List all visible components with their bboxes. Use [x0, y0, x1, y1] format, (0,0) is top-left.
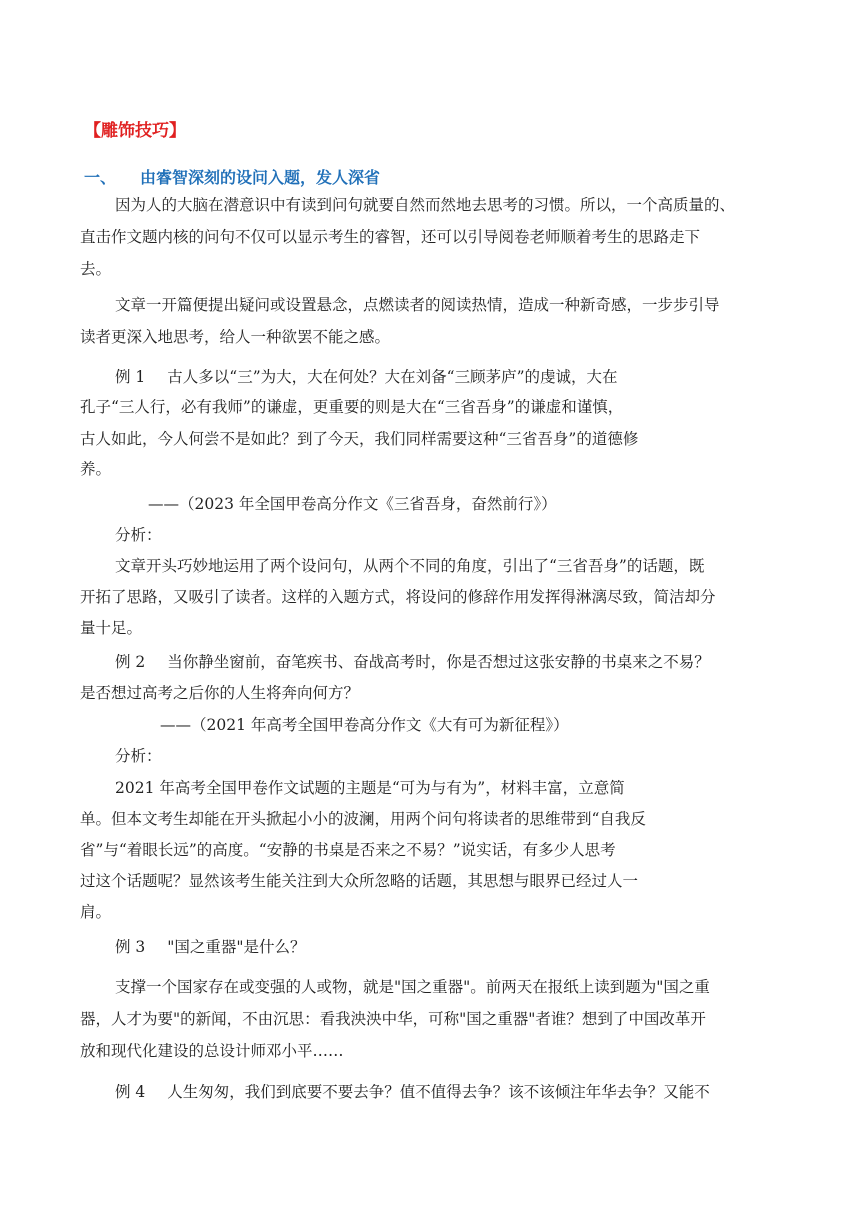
example-2-analysis-line: 单。但本文考生却能在开头掀起小小的波澜，用两个问句将读者的思维带到“自我反	[80, 810, 646, 828]
intro-line: 文章一开篇便提出疑问或设置悬念，点燃读者的阅读热情，造成一种新奇感，一步步引导	[115, 296, 720, 314]
example-1-analysis-label: 分析：	[115, 526, 162, 544]
example-1-line: 孔子“三人行，必有我师”的谦虚，更重要的则是大在“三省吾身”的谦虚和谨慎，	[80, 398, 624, 416]
example-3-line: 器，人才为要"的新闻，不由沉思：看我泱泱中华，可称"国之重器"者谁？想到了中国改革开	[80, 1010, 706, 1028]
example-1-analysis-line: 量十足。	[80, 619, 143, 637]
example-3-line: 支撑一个国家存在或变强的人或物，就是"国之重器"。前两天在报纸上读到题为"国之重	[115, 978, 710, 996]
example-4-first-line	[115, 1077, 710, 1107]
example-1-line: 养。	[80, 460, 112, 478]
example-2-analysis-label: 分析：	[115, 747, 162, 765]
example-2-first-line	[115, 647, 710, 677]
example-2-text: 当你静坐窗前，奋笔疾书、奋战高考时，你是否想过这张安静的书桌来之不易？	[167, 653, 710, 671]
example-1-label: 例 1	[115, 368, 146, 386]
example-2-analysis-line: 过这个话题呢？显然该考生能关注到大众所忽略的话题，其思想与眼界已经过人一	[80, 872, 639, 890]
intro-line: 直击作文题内核的问句不仅可以显示考生的睿智，还可以引导阅卷老师顺着考生的思路走下	[80, 228, 701, 246]
section-number: 一、	[84, 168, 117, 187]
intro-line: 读者更深入地思考，给人一种欲罢不能之感。	[80, 328, 391, 346]
example-2-analysis-line: 省”与“着眼长远”的高度。“安静的书桌是否来之不易？”说实话，有多少人思考	[80, 841, 616, 859]
example-1-text: 古人多以“三”为大，大在何处？大在刘备“三顾茅庐”的虔诚，大在	[167, 368, 618, 386]
example-1-analysis-line: 文章开头巧妙地运用了两个设问句，从两个不同的角度，引出了“三省吾身”的话题，既	[115, 557, 705, 575]
example-2-label: 例 2	[115, 653, 146, 671]
example-4-label: 例 4	[115, 1083, 146, 1101]
example-2-analysis-line: 2021 年高考全国甲卷作文试题的主题是“可为与有为”，材料丰富，立意简	[115, 779, 625, 797]
intro-line: 因为人的大脑在潜意识中有读到问句就要自然而然地去思考的习惯。所以，一个高质量的、	[115, 196, 736, 214]
example-1-analysis-line: 开拓了思路，又吸引了读者。这样的入题方式，将设问的修辞作用发挥得淋漓尽致，简洁却分	[80, 588, 716, 606]
example-1-source: ——（2023 年全国甲卷高分作文《三省吾身，奋然前行》）	[148, 495, 557, 513]
example-1-line: 古人如此，今人何尝不是如此？到了今天，我们同样需要这种“三省吾身”的道德修	[80, 430, 639, 448]
example-2-line: 是否想过高考之后你的人生将奔向何方？	[80, 684, 360, 702]
section-title: 由睿智深刻的设问入题，发人深省	[140, 168, 381, 187]
example-2-analysis-line: 肩。	[80, 903, 112, 921]
example-3-first-line	[115, 932, 306, 962]
example-3-label: 例 3	[115, 938, 146, 956]
example-3-line: 放和现代化建设的总设计师邓小平……	[80, 1042, 344, 1060]
example-1-first-line	[115, 362, 618, 392]
example-4-text: 人生匆匆，我们到底要不要去争？值不值得去争？该不该倾注年华去争？又能不	[167, 1083, 710, 1101]
example-2-source: ——（2021 年高考全国甲卷高分作文《大有可为新征程》）	[160, 716, 569, 734]
page-heading: 【雕饰技巧】	[84, 121, 186, 141]
example-3-question: "国之重器"是什么？	[167, 938, 306, 956]
intro-line: 去。	[80, 260, 112, 278]
